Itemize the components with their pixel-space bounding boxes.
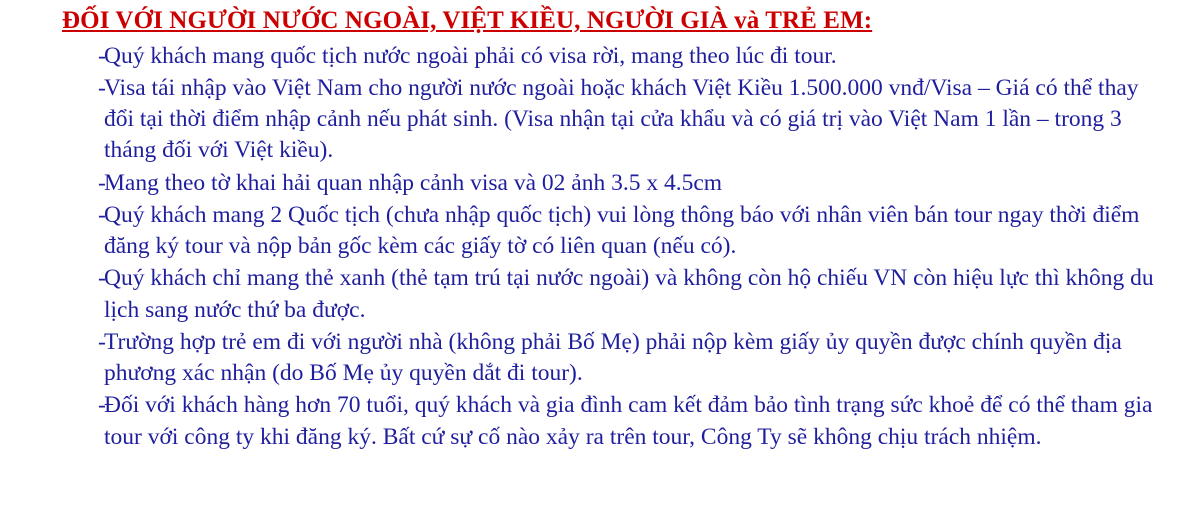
bullet-marker-icon: - [98, 42, 106, 69]
list-item [62, 73, 1166, 167]
list-item [62, 41, 1166, 72]
list-item [62, 168, 1166, 199]
list-item-text: Quý khách chỉ mang thẻ xanh (thẻ tạm trú tại nước ngoài) và không còn hộ chiếu VN còn hiệu lực thì không du lịch sang nước thứ ba được. [104, 265, 1154, 323]
list-item [62, 200, 1166, 263]
list-item-text: Visa tái nhập vào Việt Nam cho người nước ngoài hoặc khách Việt Kiều 1.500.000 vnđ/Visa – Giá có thể thay đổi tại thời điểm nhập cảnh nếu phát sinh. (Visa nhận tại cửa khẩu và có giá trị vào Việt Nam 1 lần – trong 3 tháng đối với Việt kiều). [104, 74, 1139, 164]
list-item-text: Quý khách mang 2 Quốc tịch (chưa nhập quốc tịch) vui lòng thông báo với nhân viên bán tour ngay thời điểm đăng ký tour và nộp bản gốc kèm các giấy tờ có liên quan (nếu có). [104, 201, 1140, 259]
list-item-text: Đối với khách hàng hơn 70 tuổi, quý khách và gia đình cam kết đảm bảo tình trạng sức khoẻ để có thể tham gia tour với công ty khi đăng ký. Bất cứ sự cố nào xảy ra trên tour, Công Ty sẽ không chịu trách nhiệm. [104, 392, 1153, 450]
list-item-text: Mang theo tờ khai hải quan nhập cảnh visa và 02 ảnh 3.5 x 4.5cm [104, 169, 723, 196]
terms-list [62, 41, 1166, 453]
page-title: ĐỐI VỚI NGƯỜI NƯỚC NGOÀI, VIỆT KIỀU, NGƯỜI GIÀ và TRẺ EM: [62, 7, 873, 34]
list-item [62, 327, 1166, 390]
bullet-marker-icon: - [98, 74, 106, 101]
list-item-text: Trường hợp trẻ em đi với người nhà (không phải Bố Mẹ) phải nộp kèm giấy ủy quyền được chính quyền địa phương xác nhận (do Bố Mẹ ủy quyền dắt đi tour). [104, 328, 1122, 386]
list-item-text: Quý khách mang quốc tịch nước ngoài phải có visa rời, mang theo lúc đi tour. [104, 42, 837, 69]
bullet-marker-icon: - [98, 392, 106, 419]
bullet-marker-icon: - [98, 169, 106, 196]
list-item [62, 390, 1166, 453]
bullet-marker-icon: - [98, 265, 106, 292]
list-item [62, 263, 1166, 326]
bullet-marker-icon: - [98, 201, 106, 228]
bullet-marker-icon: - [98, 328, 106, 355]
